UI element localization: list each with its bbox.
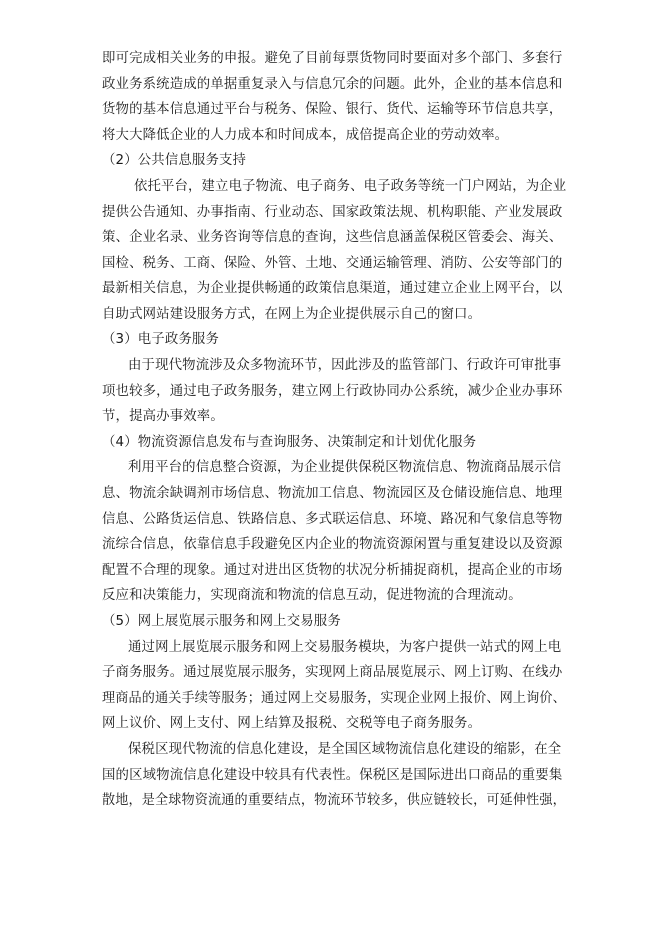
- body-text-line: 即可完成相关业务的申报。避免了目前每票货物同时要面对多个部门、多套行: [102, 51, 563, 66]
- body-text-line: 自助式网站建设服务方式，在网上为企业提供展示自己的窗口。: [102, 307, 482, 322]
- body-text-line: 策、企业名录、业务咨询等信息的查询，这些信息涵盖保税区管委会、海关、: [102, 230, 563, 245]
- section-heading: （3）电子政务服务: [102, 332, 219, 347]
- body-text-line: 理商品的通关手续等服务；通过网上交易服务，实现企业网上报价、网上询价、: [102, 691, 566, 706]
- body-text-line: 提供公告通知、办事指南、行业动态、国家政策法规、机构职能、产业发展政: [102, 205, 563, 220]
- section-heading: （4）物流资源信息发布与查询服务、决策制定和计划优化服务: [102, 435, 477, 450]
- body-text-line: 由于现代物流涉及众多物流环节，因此涉及的监管部门、行政许可审批事: [128, 358, 562, 373]
- body-text-line: 信息、公路货运信息、铁路信息、多式联运信息、环境、路况和气象信息等物: [102, 512, 563, 527]
- body-text-line: 国的区域物流信息化建设中较具有代表性。保税区是国际进出口商品的重要集: [102, 768, 563, 783]
- body-text-line: 反应和决策能力，实现商流和物流的信息互动，促进物流的合理流动。: [102, 588, 522, 603]
- body-text-line: 网上议价、网上支付、网上结算及报税、交税等电子商务服务。: [102, 716, 482, 731]
- body-text-line: 息、物流余缺调剂市场信息、物流加工信息、物流园区及仓储设施信息、地理: [102, 486, 563, 501]
- body-text-line: 节，提高办事效率。: [102, 409, 224, 424]
- section-heading: （2）公共信息服务支持: [102, 153, 247, 168]
- body-text-line: 依托平台，建立电子物流、电子商务、电子政务等统一门户网站，为企业: [134, 179, 567, 194]
- body-text-line: 散地，是全球物资流通的重要结点，物流环节较多，供应链较长，可延伸性强，: [102, 793, 566, 808]
- body-text-line: 配置不合理的现象。通过对进出区货物的状况分析捕捉商机，提高企业的市场: [102, 563, 563, 578]
- body-text-line: 流综合信息，依靠信息手段避免区内企业的物流资源闲置与重复建设以及资源: [102, 537, 563, 552]
- body-text-line: 政业务系统造成的单据重复录入与信息冗余的问题。此外，企业的基本信息和: [102, 77, 563, 92]
- section-heading: （5）网上展览展示服务和网上交易服务: [102, 614, 341, 629]
- body-text-line: 将大大降低企业的人力成本和时间成本，成倍提高企业的劳动效率。: [102, 128, 509, 143]
- body-text-line: 通过网上展览展示服务和网上交易服务模块，为客户提供一站式的网上电: [128, 640, 562, 655]
- body-text-line: 项也较多，通过电子政务服务，建立网上行政协同办公系统，减少企业办事环: [102, 384, 563, 399]
- body-text-line: 保税区现代物流的信息化建设，是全国区域物流信息化建设的缩影，在全: [128, 742, 562, 757]
- body-text-line: 国检、税务、工商、保险、外管、土地、交通运输管理、消防、公安等部门的: [102, 256, 563, 271]
- body-text-line: 最新相关信息，为企业提供畅通的政策信息渠道，通过建立企业上网平台，以: [102, 281, 563, 296]
- body-text-line: 子商务服务。通过展览展示服务，实现网上商品展览展示、网上订购、在线办: [102, 665, 563, 680]
- body-text-line: 货物的基本信息通过平台与税务、保险、银行、货代、运输等环节信息共享，: [102, 102, 563, 117]
- body-text-line: 利用平台的信息整合资源，为企业提供保税区物流信息、物流商品展示信: [128, 460, 562, 475]
